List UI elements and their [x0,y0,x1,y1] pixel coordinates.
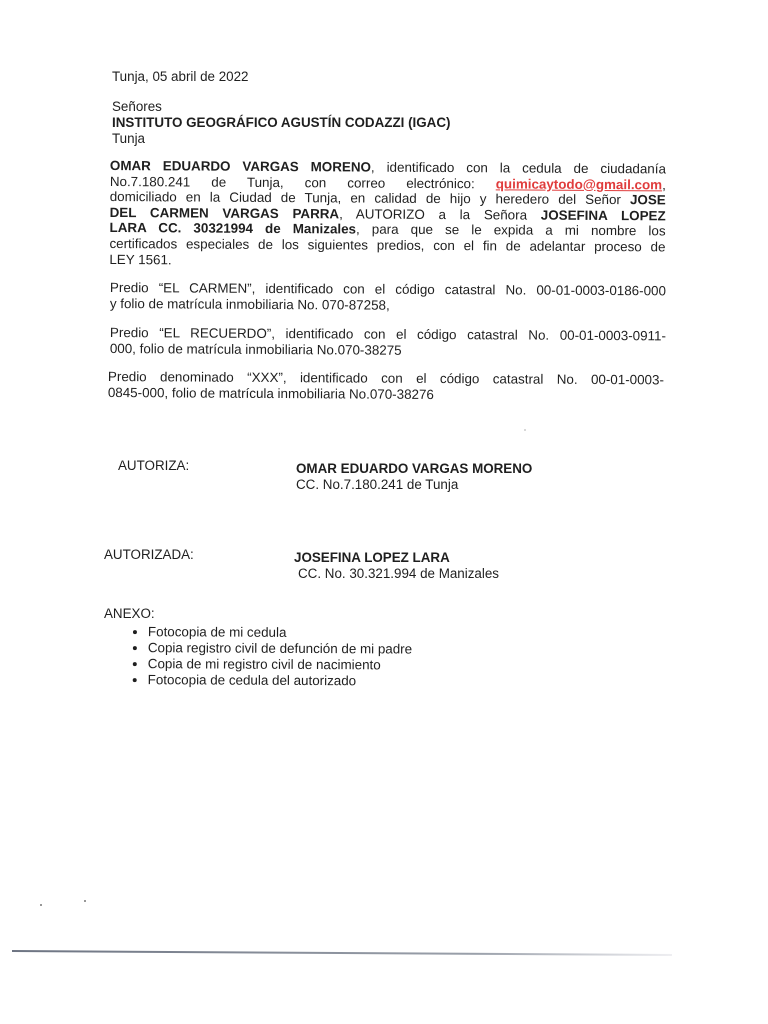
email-link[interactable]: quimicaytodo@gmail.com [495,175,663,192]
list-item: • Copia de mi registro civil de nacimiento [148,656,412,673]
autorizada-id: CC. No. 30.321.994 de Manizales [298,566,499,581]
father-name: DEL CARMEN VARGAS PARRA [109,204,340,222]
author-name: OMAR EDUARDO VARGAS MORENO [109,158,371,175]
autorizada-name: JOSEFINA LOPEZ LARA [294,550,450,565]
salutation: Señores [112,99,162,114]
scan-speck [84,900,86,902]
list-item: • Copia registro civil de defunción de mi padre [148,640,412,657]
list-item: • Fotocopia de mi cedula [148,624,412,641]
autoriza-id: CC. No.7.180.241 de Tunja [296,477,459,492]
predio-el-recuerdo: Predio “EL RECUERDO”, identificado con el código catastral No. 00-01-0003-0911- 000, folio de matrícula inmobiliaria No.070-38275 [109,325,666,358]
predio-xxx: Predio denominado “XXX”, identificado con el código catastral No. 00-01-0003- 0845-000, folio de matrícula inmobiliaria No.070-38276 [107,369,664,402]
autoriza-name: OMAR EDUARDO VARGAS MORENO [296,461,533,476]
scan-speck [524,429,526,431]
scan-edge-line [12,950,672,956]
predio-el-carmen: Predio “EL CARMEN”, identificado con el código catastral No. 00-01-0003-0186-000 y folio de matrícula inmobiliaria No. 070-87258, [109,280,666,313]
autorizada-label: AUTORIZADA: [104,547,194,562]
authorization-paragraph: OMAR EDUARDO VARGAS MORENO, identificado con la cedula de ciudadanía No.7.180.241 de Tunja, con correo electrónico: quimicaytodo@gmail.com, domiciliado en la Ciudad de Tunja, en calidad de hijo y heredero del Señor JOSE DEL CARMEN VARGAS PARRA, AUTORIZO a la Señora JOSEFINA LOPEZ LARA CC. 30321994 de Manizales, para que se le expida a mi nombre los certificados especiales de los siguientes predios, con el fin de adelantar proceso de LEY 1561. [109,158,666,267]
anexo-title: ANEXO: [104,606,155,621]
recipient-city: Tunja [112,131,145,146]
list-item: • Fotocopia de cedula del autorizado [148,672,412,689]
recipient-institution: INSTITUTO GEOGRÁFICO AGUSTÍN CODAZZI (IGAC) [112,115,451,130]
scan-speck [40,904,42,906]
anexo-list [120,624,413,690]
date-line: Tunja, 05 abril de 2022 [112,69,249,84]
authorized-id: LARA CC. 30321994 de Manizales [109,220,357,237]
autoriza-label: AUTORIZA: [118,458,190,473]
